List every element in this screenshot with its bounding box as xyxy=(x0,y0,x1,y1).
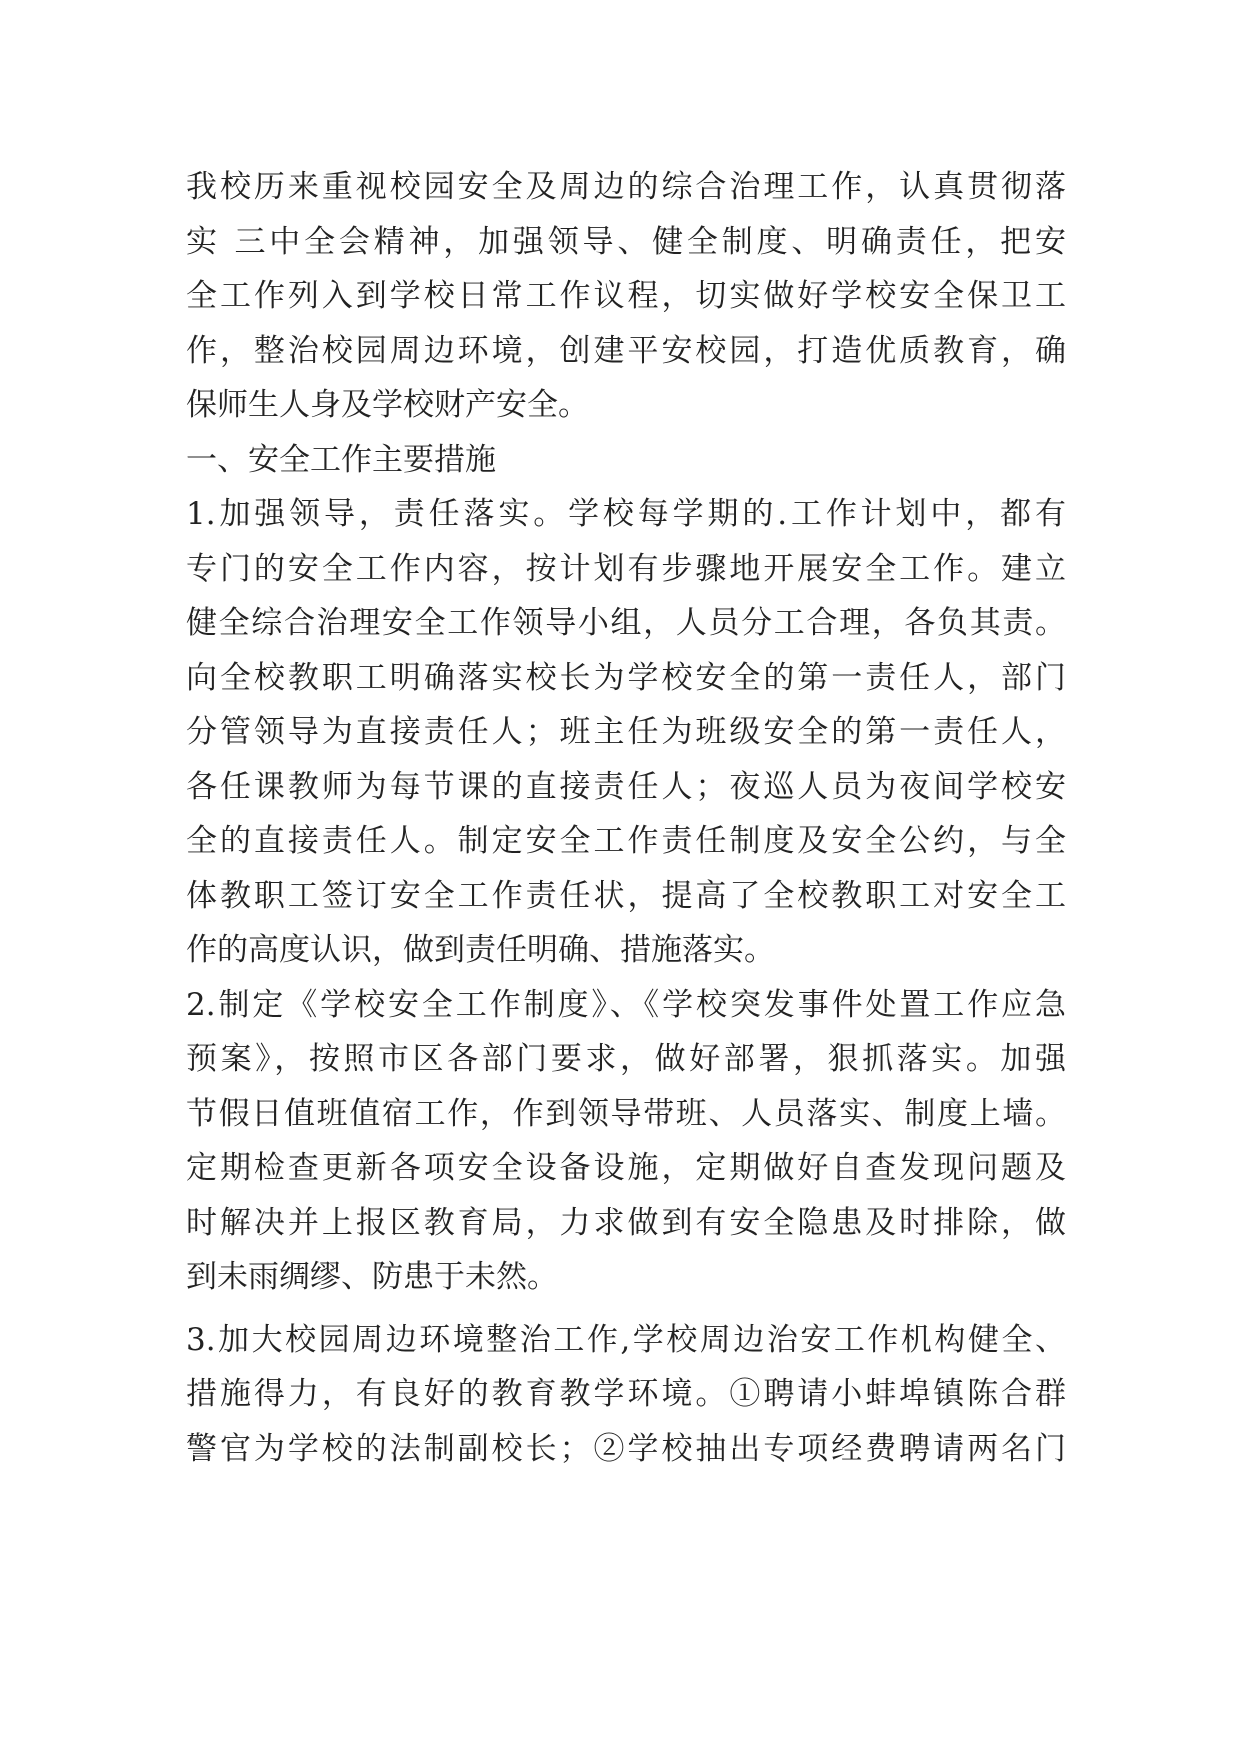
text-line: 我校历来重视校园安全及周边的综合治理工作，认真贯彻落 xyxy=(186,169,1066,205)
text-line: 向全校教职工明确落实校长为学校安全的第一责任人，部门 xyxy=(186,659,1066,696)
text-line: 3.加大校园周边环境整治工作,学校周边治安工作机构健全、 xyxy=(186,1321,1066,1358)
text-line: 专门的安全工作内容，按计划有步骤地开展安全工作。建立 xyxy=(186,550,1066,587)
text-line: 全的直接责任人。制定安全工作责任制度及安全公约，与全 xyxy=(186,823,1066,859)
text-line: 预案》，按照市区各部门要求，做好部署，狠抓落实。加强 xyxy=(186,1041,1066,1077)
text-line: 作，整治校园周边环境，创建平安校园，打造优质教育，确 xyxy=(186,332,1066,369)
text-line: 节假日值班值宿工作，作到领导带班、人员落实、制度上墙。 xyxy=(186,1095,1066,1132)
text-line: 作的高度认识，做到责任明确、措施落实。 xyxy=(186,932,775,968)
text-line: 到未雨绸缪、防患于未然。 xyxy=(186,1259,558,1295)
text-line: 时解决并上报区教育局，力求做到有安全隐患及时排除，做 xyxy=(186,1204,1066,1241)
text-line: 警官为学校的法制副校长；②学校抽出专项经费聘请两名门 xyxy=(186,1430,1066,1467)
text-line: 保师生人身及学校财产安全。 xyxy=(186,387,589,423)
text-line: 2.制定《学校安全工作制度》、《学校突发事件处置工作应急 xyxy=(186,986,1066,1023)
text-line: 措施得力，有良好的教育教学环境。①聘请小蚌埠镇陈合群 xyxy=(186,1376,1066,1412)
text-line: 各任课教师为每节课的直接责任人；夜巡人员为夜间学校安 xyxy=(186,768,1066,805)
text-line: 体教职工签订安全工作责任状，提高了全校教职工对安全工 xyxy=(186,877,1066,914)
text-line: 全工作列入到学校日常工作议程，切实做好学校安全保卫工 xyxy=(186,278,1066,314)
text-line: 定期检查更新各项安全设备设施，定期做好自查发现问题及 xyxy=(186,1150,1066,1186)
section-heading: 一、安全工作主要措施 xyxy=(186,441,496,478)
text-line: 实 三中全会精神，加强领导、健全制度、明确责任，把安 xyxy=(186,223,1066,260)
text-line: 健全综合治理安全工作领导小组，人员分工合理，各负其责。 xyxy=(186,605,1066,641)
document-body xyxy=(186,160,1066,1476)
paragraph-gap xyxy=(186,1305,1066,1313)
text-line: 分管领导为直接责任人；班主任为班级安全的第一责任人， xyxy=(186,714,1066,750)
text-line: 1.加强领导，责任落实。学校每学期的.工作计划中，都有 xyxy=(186,496,1066,532)
